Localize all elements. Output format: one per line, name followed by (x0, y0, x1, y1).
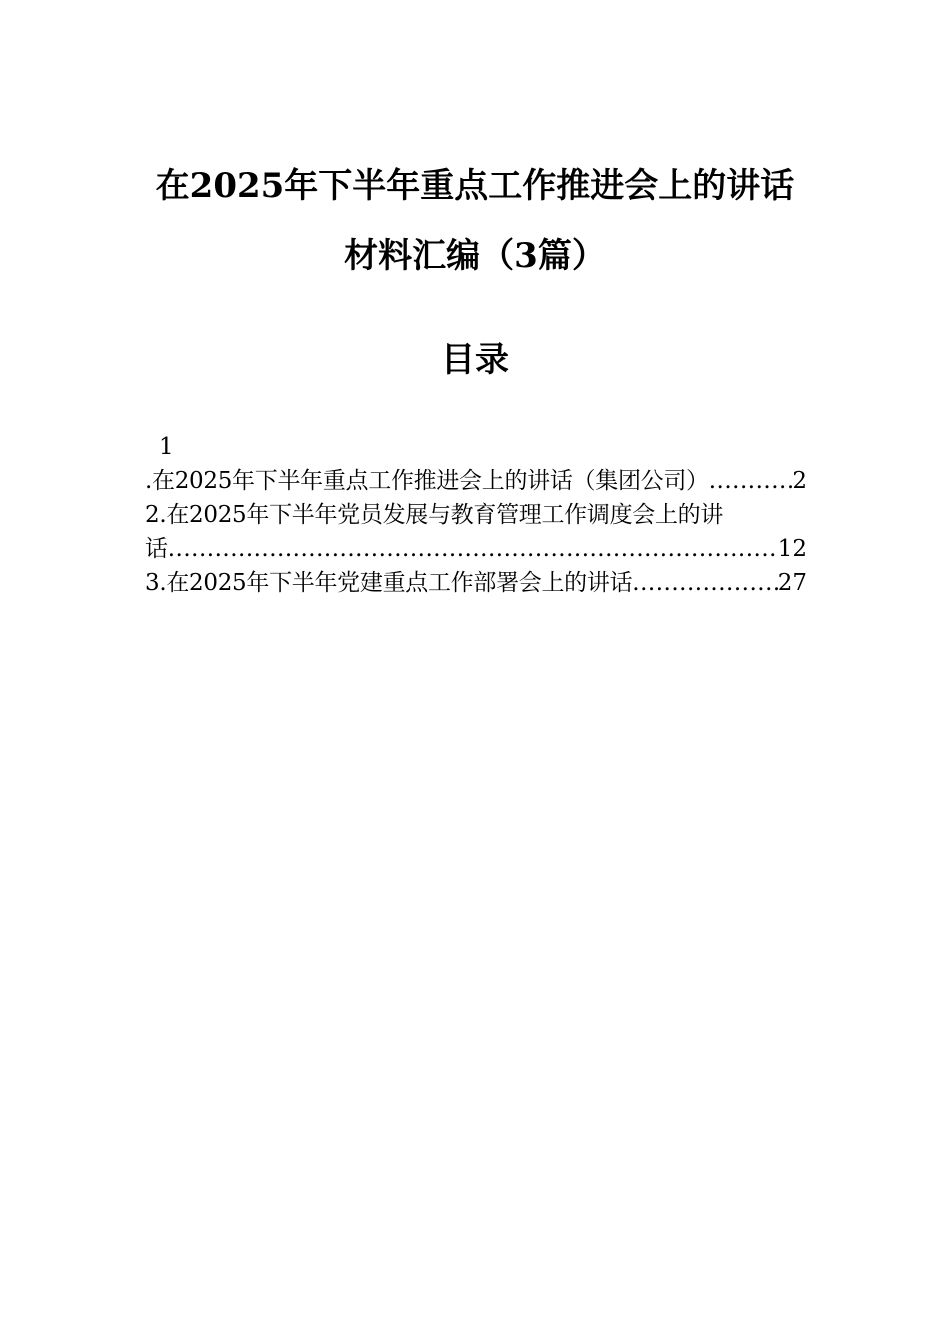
document-title-line-1: 在2025年下半年重点工作推进会上的讲话 (155, 166, 795, 206)
toc-entry-1[interactable] (145, 464, 807, 498)
toc-entry-1-number[interactable]: 1 (159, 434, 174, 460)
toc-entry-1-text[interactable]: .在2025年下半年重点工作推进会上的讲话（集团公司） (145, 468, 709, 494)
toc-entry-3[interactable] (145, 566, 807, 600)
toc-entry-3-page[interactable]: 27 (777, 570, 807, 596)
document-title-line-2: 材料汇编（3篇） (344, 236, 606, 276)
toc-entry-1-leader (709, 464, 793, 498)
toc-entry-2-text-line-1[interactable]: 2.在2025年下半年党员发展与教育管理工作调度会上的讲 (145, 502, 724, 528)
toc-entry-1-page[interactable]: 2 (792, 468, 807, 494)
toc-heading: 目录 (441, 340, 509, 380)
toc-entry-3-text[interactable]: 3.在2025年下半年党建重点工作部署会上的讲话 (145, 570, 633, 596)
toc-entry-2-page[interactable]: 12 (777, 536, 807, 562)
toc-entry-2[interactable] (145, 532, 807, 566)
table-of-contents (145, 430, 807, 600)
toc-entry-2-text-line-2[interactable]: 话 (145, 536, 168, 562)
toc-entry-2-leader (168, 532, 778, 566)
toc-entry-3-leader (632, 566, 777, 600)
